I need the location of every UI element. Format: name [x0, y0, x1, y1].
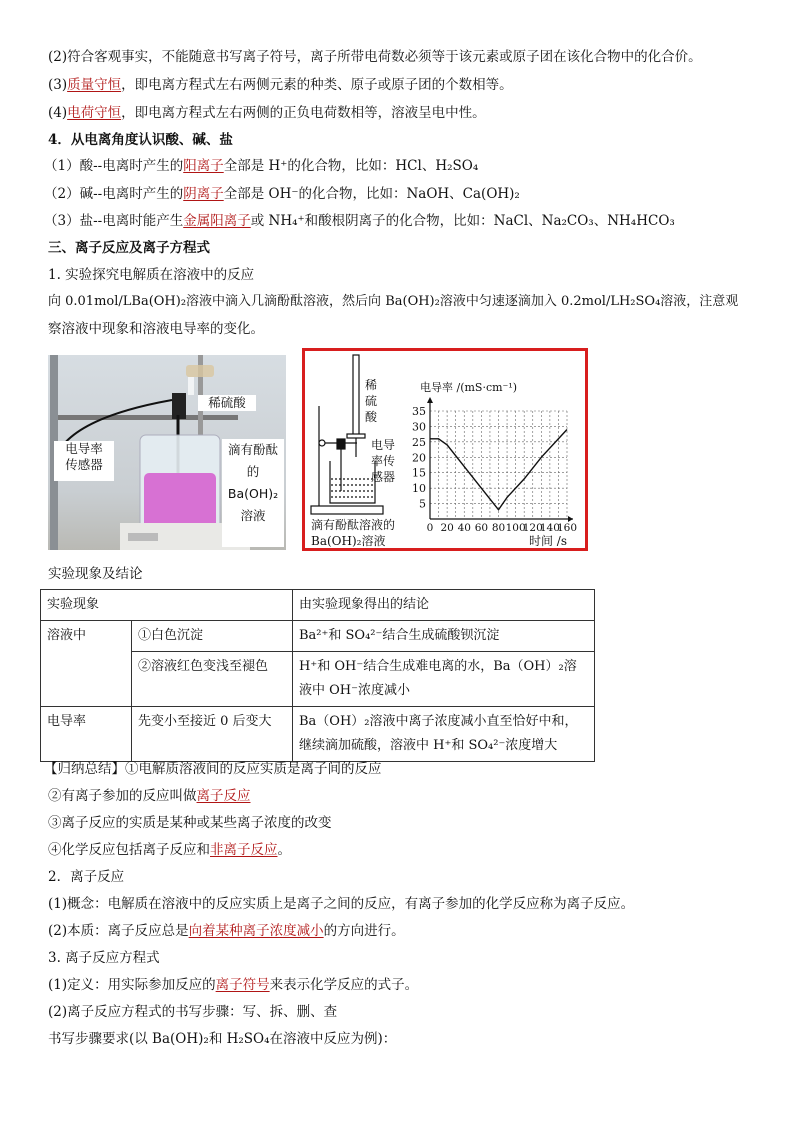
heading-acid-base-salt: 4．从电离角度认识酸、碱、盐	[48, 132, 233, 148]
summary-3: ③离子反应的实质是某种或某些离子浓度的改变	[48, 815, 332, 831]
para-mass-conservation: (3)质量守恒，即电离方程式左右两侧元素的种类、原子或原子团的个数相等。	[48, 77, 513, 93]
para-essence: (2)本质：离子反应总是向着某种离子浓度减小的方向进行。	[48, 923, 405, 939]
table-cell-color-fade: ②溶液红色变浅至褪色	[132, 652, 293, 707]
y-tick-label-3: 20	[412, 451, 426, 465]
x-tick-label-0: 0	[426, 522, 434, 534]
section-title: 三、离子反应及离子方程式	[48, 240, 210, 256]
diagram-bottom-2: Ba(OH)₂溶液	[311, 534, 386, 548]
y-tick-label-5: 30	[412, 420, 426, 434]
label-conductivity-sensor: 电导率 传感器	[54, 441, 114, 481]
y-axis-label: 电导率 /(mS·cm⁻¹)	[420, 381, 518, 394]
y-tick-label-4: 25	[412, 435, 426, 449]
y-tick-label-0: 5	[419, 497, 426, 511]
x-tick-label-1: 20	[440, 522, 454, 534]
x-tick-label-8: 160	[556, 522, 578, 534]
diagram-sensor-2: 率传	[371, 454, 396, 468]
y-tick-label-2: 15	[412, 466, 426, 480]
conductivity-chart	[412, 380, 577, 548]
summary-2: ②有离子参加的反应叫做离子反应	[48, 788, 251, 804]
y-axis-arrow	[427, 397, 433, 403]
para-base: （2）碱--电离时产生的阴离子全部是 OH⁻的化合物，比如：NaOH、Ca(OH)₂	[44, 186, 520, 202]
table-cell-solution: 溶液中	[41, 621, 132, 707]
para-acid: （1）酸--电离时产生的阳离子全部是 H⁺的化合物，比如：HCl、H₂SO₄	[44, 158, 479, 174]
x-axis-label: 时间 /s	[528, 534, 567, 548]
table-header-phenomenon: 实验现象	[41, 590, 293, 621]
para-charge-conservation: (4)电荷守恒，即电离方程式左右两侧的正负电荷数相等，溶液呈电中性。	[48, 105, 486, 121]
table-cell-conductivity-change: 先变小至接近 0 后变大	[132, 707, 293, 762]
table-cell-white-precipitate: ①白色沉淀	[132, 621, 293, 652]
para-charge-rule: (2)符合客观事实，不能随意书写离子符号，离子所带电荷数必须等于该元素或原子团在该化合物中的化合价。	[48, 49, 702, 65]
x-tick-label-5: 100	[505, 522, 526, 534]
para-procedure-cont: 察溶液中现象和溶液电导率的变化。	[48, 321, 264, 337]
diagram-sensor-3: 感器	[371, 470, 396, 484]
table-header-conclusion: 由实验现象得出的结论	[293, 590, 595, 621]
summary-1: 【归纳总结】①电解质溶液间的反应实质是离子间的反应	[44, 761, 382, 777]
table-cell-baso4: Ba²⁺和 SO₄²⁻结合生成硫酸钡沉淀	[293, 621, 595, 652]
para-step-requirements: 书写步骤要求(以 Ba(OH)₂和 H₂SO₄在溶液中反应为例)：	[48, 1031, 397, 1047]
x-tick-label-2: 40	[457, 522, 471, 534]
heading-ionic-reaction: 2．离子反应	[48, 869, 125, 885]
experiment-photo	[48, 355, 286, 550]
subheading-experiment: 1. 实验探究电解质在溶液中的反应	[48, 267, 255, 283]
x-tick-label-3: 60	[474, 522, 489, 534]
diagram-acid-1: 稀	[365, 378, 378, 392]
para-definition: (1)定义：用实际参加反应的离子符号来表示化学反应的式子。	[48, 977, 419, 993]
table-cell-conductivity-reason: Ba（OH）₂溶液中离子浓度减小直至恰好中和， 继续滴加硫酸，溶液中 H⁺和 SO₄²⁻浓度增大	[293, 707, 595, 762]
x-tick-label-7: 140	[539, 522, 560, 534]
diagram-acid-3: 酸	[365, 410, 378, 424]
heading-ionic-equation: 3. 离子反应方程式	[48, 950, 160, 966]
conductivity-diagram	[302, 348, 588, 551]
diagram-bottom-1: 滴有酚酞溶液的	[311, 518, 396, 532]
results-table	[40, 589, 595, 762]
conductivity-line	[430, 430, 567, 510]
table-caption: 实验现象及结论	[48, 566, 143, 582]
para-procedure: 向 0.01mol/LBa(OH)₂溶液中滴入几滴酚酞溶液，然后向 Ba(OH)₂溶液中匀速逐滴加入 0.2mol/LH₂SO₄溶液，注意观	[48, 294, 739, 309]
summary-4: ④化学反应包括离子反应和非离子反应。	[48, 842, 291, 858]
table-cell-water: H⁺和 OH⁻结合生成难电离的水，Ba（OH）₂溶 液中 OH⁻浓度减小	[293, 652, 595, 707]
y-tick-label-1: 10	[412, 482, 426, 496]
y-tick-label-6: 35	[412, 405, 426, 418]
label-sulfuric-acid: 稀硫酸	[198, 395, 256, 411]
diagram-svg	[305, 351, 585, 548]
label-solution: 滴有酚酞 的 Ba(OH)₂ 溶液	[222, 439, 284, 547]
para-steps: (2)离子反应方程式的书写步骤：写、拆、删、查	[48, 1004, 338, 1020]
x-tick-label-6: 120	[522, 522, 543, 534]
diagram-acid-2: 硫	[365, 394, 378, 408]
para-salt: （3）盐--电离时能产生金属阳离子或 NH₄⁺和酸根阴离子的化合物，比如：NaCl、Na₂CO₃、NH₄HCO₃	[44, 213, 675, 229]
table-cell-conductivity: 电导率	[41, 707, 132, 762]
diagram-sensor-1: 电导	[371, 438, 396, 452]
para-concept: (1)概念：电解质在溶液中的反应实质上是离子之间的反应，有离子参加的化学反应称为离子反应。	[48, 896, 635, 912]
x-tick-label-4: 80	[491, 522, 506, 534]
